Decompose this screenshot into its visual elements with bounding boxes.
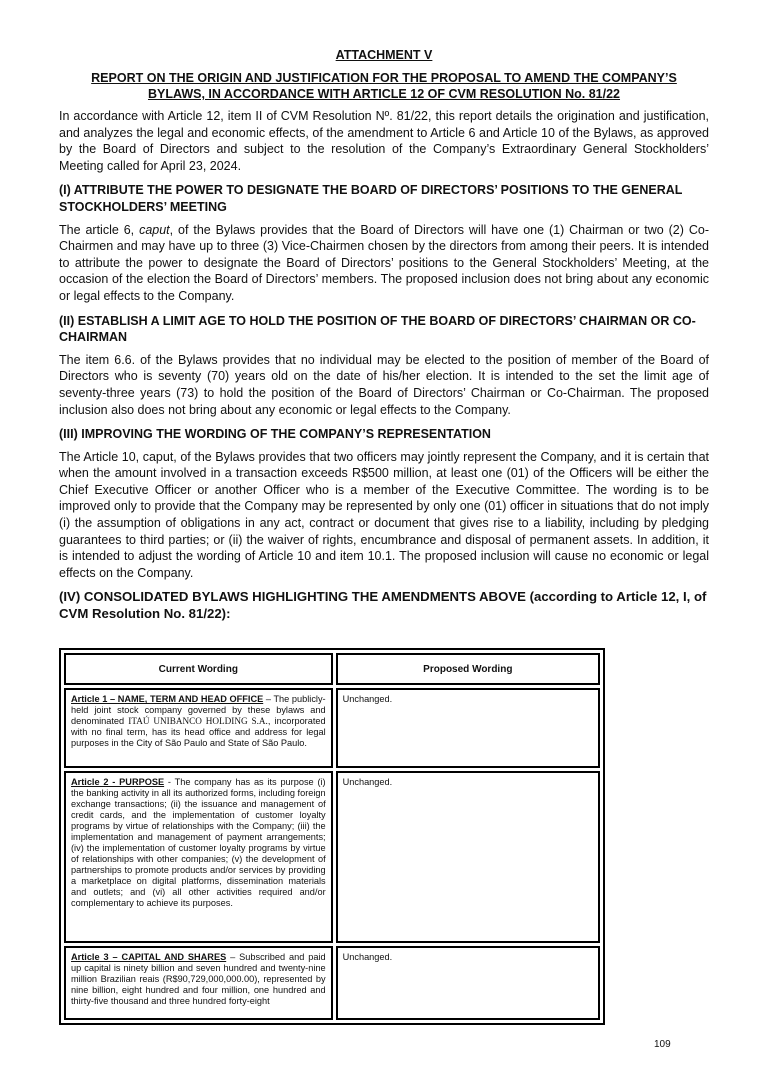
bylaws-comparison-table	[59, 648, 605, 1025]
article-text: – The publicly-held joint stock company governed by these bylaws and denominated	[71, 694, 326, 726]
proposed-wording-cell: Unchanged.	[336, 946, 600, 1020]
table-header-row	[64, 653, 600, 685]
current-wording-cell	[64, 771, 333, 943]
table-row	[64, 771, 600, 943]
report-title	[59, 70, 709, 102]
article-text: – Subscribed and paid up capital is ninety billion and seven hundred and twenty-nine million Brazilian reais (R$90,729,000,000.00), represented by nine billion, eight hundred and four million, one hundred and thirty-five thousand and three hundred forty-eight	[71, 952, 326, 1006]
caput-term: caput	[139, 222, 170, 237]
article-text: - The company has as its purpose (i) the banking activity in all its authorized forms, including foreign exchange transactions; (ii) the issuance and management of credit cards, and the implementation of customer loyalty programs by virtue of relationships with the Company; (iii) the implementation and management of payment arrangements; (iv) the implementation of customer loyalty programs by virtue of relationships with other companies; (v) the development of partnerships to promote products and/or services by providing a marketplace on digital platforms, dissemination materials and outlets; and (vi) all other activities required and/or complementary to achieve its purposes.	[71, 777, 326, 908]
section-1-paragraph	[59, 222, 709, 305]
report-title-line1: REPORT ON THE ORIGIN AND JUSTIFICATION FOR THE PROPOSAL TO AMEND THE COMPANY’S	[91, 71, 677, 85]
article-title: Article 1 – NAME, TERM AND HEAD OFFICE	[71, 694, 264, 704]
current-wording-header: Current Wording	[64, 653, 333, 685]
proposed-wording-cell: Unchanged.	[336, 771, 600, 943]
proposed-wording-cell: Unchanged.	[336, 688, 600, 768]
section-4-heading: (IV) CONSOLIDATED BYLAWS HIGHLIGHTING THE AMENDMENTS ABOVE (according to Article 12, I, of CVM Resolution No. 81/22):	[59, 589, 707, 622]
page-number: 109	[654, 1039, 671, 1050]
report-title-line2: BYLAWS, IN ACCORDANCE WITH ARTICLE 12 OF CVM RESOLUTION No. 81/22	[147, 87, 621, 101]
attachment-title: ATTACHMENT V	[335, 48, 433, 62]
section-2-paragraph: The item 6.6. of the Bylaws provides that no individual may be elected to the position of member of the Board of Directors who is seventy (70) years old on the date of his/her election. It is intended to the set the limit age of seventy-three years (73) to hold the position of the Board of Directors’ Chairman or Co-Chairman. The proposed inclusion also does not bring about any economic or legal effects to the Company.	[59, 352, 709, 417]
section-2-heading: (II) ESTABLISH A LIMIT AGE TO HOLD THE POSITION OF THE BOARD OF DIRECTORS’ CHAIRMAN OR CO-CHAIRMAN	[59, 313, 696, 345]
article-text: , incorporated with no final term, has its head office and address for legal purposes in the City of São Paulo and State of São Paulo.	[71, 716, 326, 748]
section-1-text-a: The article 6,	[59, 222, 135, 237]
company-name: ITAÚ UNIBANCO HOLDING S.A.	[128, 716, 268, 726]
section-3-paragraph: The Article 10, caput, of the Bylaws provides that two officers may jointly represent the Company, and it is certain that when the amount involved in a transaction exceeds R$500 million, at least one (01) of the Officers will be either the Chief Executive Officer or another Officer who is a member of the Executive Committee. The wording is to be improved only to provide that the Company may be represented by only one (01) officer in situations that do not imply (i) the assumption of obligations in any act, contract or document that gives rise to a liability, including by pledging guarantees to third parties; or (ii) the waiver of rights, encumbrance and disposal of permanent assets. In addition, it is intended to adjust the wording of Article 10 and item 10.1. The proposed inclusion will cause no economic or legal effects on the Company.	[59, 449, 709, 580]
section-3-heading: (III) IMPROVING THE WORDING OF THE COMPANY’S REPRESENTATION	[59, 427, 491, 442]
table-row	[64, 688, 600, 768]
document-page	[59, 48, 709, 629]
current-wording-cell	[64, 946, 333, 1020]
table-row	[64, 946, 600, 1020]
proposed-wording-header: Proposed Wording	[336, 653, 600, 685]
section-1-text-b: , of the Bylaws provides that the Board of Directors will have one (1) Chairman or two (2) Co-Chairmen and may have up to three (3) Vice-Chairmen chosen by the directors from among their peers. It is intended to attribute the power to designate the Board of Directors’ positions to the General Stockholders’ Meeting, at the occasion of the election the Board of Directors’ members. The proposed inclusion does not bring about any economic or legal effects to the Company.	[59, 222, 709, 303]
article-title: Article 2 - PURPOSE	[71, 777, 165, 787]
intro-paragraph: In accordance with Article 12, item II of CVM Resolution Nº. 81/22, this report details the origination and justification, and analyzes the legal and economic effects, of the amendment to Article 6 and Article 10 of the Bylaws, as approved by the Board of Directors and subject to the resolution of the Company’s Extraordinary General Stockholders’ Meeting called for April 23, 2024.	[59, 109, 709, 173]
section-1-heading: (I) ATTRIBUTE THE POWER TO DESIGNATE THE BOARD OF DIRECTORS’ POSITIONS TO THE GENERAL STOCKHOLDERS’ MEETING	[59, 183, 683, 214]
article-title: Article 3 – CAPITAL AND SHARES	[71, 952, 227, 962]
current-wording-cell	[64, 688, 333, 768]
